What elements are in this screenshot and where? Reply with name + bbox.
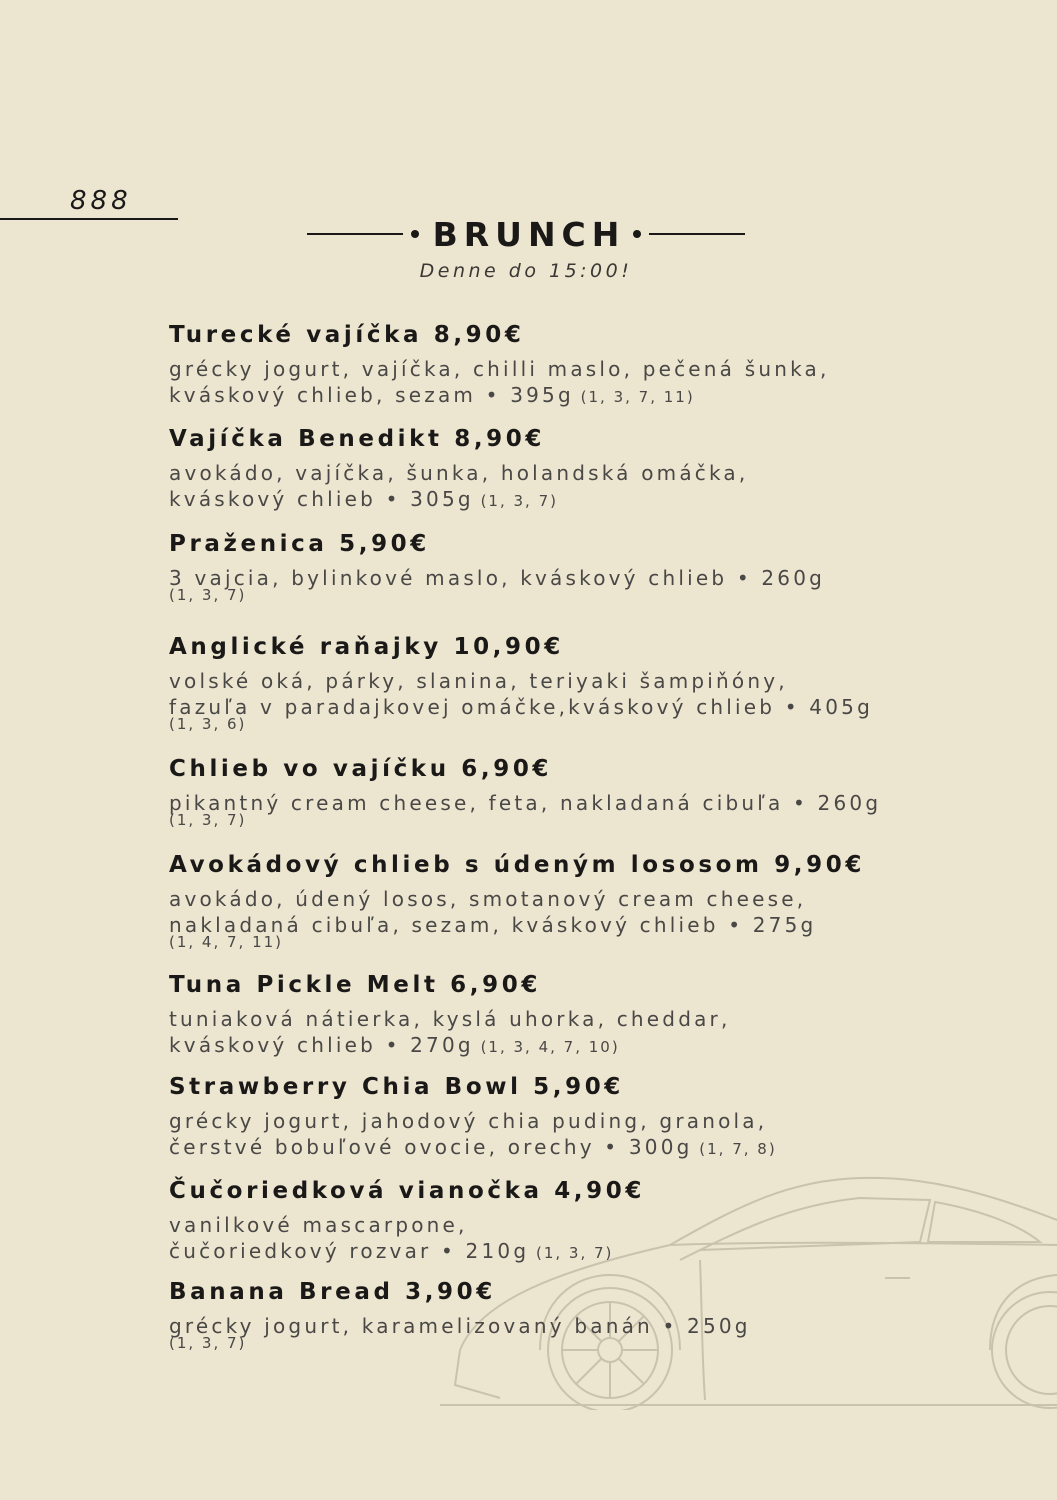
menu-item: [169, 970, 989, 1060]
allergens: (1, 3, 7): [169, 586, 247, 604]
item-description: [169, 565, 989, 603]
item-description: [169, 1108, 989, 1162]
item-name: Avokádový chlieb s údeným lososom 9,90€: [169, 852, 865, 878]
description-line: vanilkové mascarpone,: [169, 1213, 468, 1237]
allergens: (1, 3, 7): [529, 1244, 614, 1262]
menu-item: [169, 754, 989, 828]
header-dot-right: [633, 230, 641, 238]
description-line: nakladaná cibuľa, sezam, kváskový chlieb • 275g: [169, 913, 817, 937]
item-description: [169, 886, 989, 950]
item-description: [169, 790, 989, 828]
section-subtitle: Denne do 15:00!: [419, 260, 633, 282]
description-line: tuniaková nátierka, kyslá uhorka, cheddar,: [169, 1007, 731, 1031]
description-line: avokádo, vajíčka, šunka, holandská omáčka,: [169, 461, 749, 485]
description-line: kváskový chlieb • 270g (1, 3, 4, 7, 10): [169, 1033, 620, 1057]
item-name: Chlieb vo vajíčku 6,90€: [169, 756, 553, 782]
description-line: grécky jogurt, jahodový chia puding, granola,: [169, 1109, 768, 1133]
header-rule-right: [649, 233, 745, 235]
allergens: (1, 3, 7): [169, 811, 247, 829]
description-line: grécky jogurt, karamelizovaný banán • 250g: [169, 1314, 751, 1338]
header-rule-left: [307, 233, 403, 235]
logo: 888: [70, 186, 132, 216]
logo-underline: [0, 218, 178, 220]
item-description: [169, 1212, 989, 1266]
menu-item: [169, 424, 989, 514]
allergens: (1, 3, 4, 7, 10): [473, 1038, 620, 1056]
item-name: Praženica 5,90€: [169, 531, 430, 557]
menu-item: [169, 1176, 989, 1266]
description-line: kváskový chlieb, sezam • 395g (1, 3, 7, 11): [169, 383, 695, 407]
item-description: [169, 460, 989, 514]
menu-item: [169, 632, 989, 732]
description-line: čučoriedkový rozvar • 210g (1, 3, 7): [169, 1239, 614, 1263]
allergens: (1, 3, 7): [473, 492, 558, 510]
allergens: (1, 3, 7, 11): [573, 388, 695, 406]
description-line: fazuľa v paradajkovej omáčke,kváskový chlieb • 405g: [169, 695, 873, 719]
item-description: [169, 356, 989, 410]
allergens: (1, 3, 7): [169, 1334, 247, 1352]
description-line: čerstvé bobuľové ovocie, orechy • 300g (1, 7, 8): [169, 1135, 777, 1159]
item-name: Banana Bread 3,90€: [169, 1279, 496, 1305]
allergens: (1, 7, 8): [692, 1140, 777, 1158]
menu-item: [169, 1072, 989, 1162]
item-name: Turecké vajíčka 8,90€: [169, 322, 525, 348]
header-dot-left: [411, 230, 419, 238]
description-line: pikantný cream cheese, feta, nakladaná cibuľa • 260g: [169, 791, 882, 815]
item-name: Tuna Pickle Melt 6,90€: [169, 972, 541, 998]
menu-item: [169, 1277, 989, 1351]
description-line: 3 vajcia, bylinkové maslo, kváskový chlieb • 260g: [169, 566, 826, 590]
description-line: volské oká, párky, slanina, teriyaki šampiňóny,: [169, 669, 788, 693]
description-line: kváskový chlieb • 305g (1, 3, 7): [169, 487, 558, 511]
allergens: (1, 3, 6): [169, 715, 247, 733]
item-name: Vajíčka Benedikt 8,90€: [169, 426, 545, 452]
item-name: Strawberry Chia Bowl 5,90€: [169, 1074, 624, 1100]
item-name: Čučoriedková vianočka 4,90€: [169, 1178, 645, 1204]
item-description: [169, 1006, 989, 1060]
section-title: BRUNCH: [432, 214, 626, 254]
section-header: [300, 214, 752, 254]
description-line: avokádo, údený losos, smotanový cream cheese,: [169, 887, 807, 911]
item-description: [169, 1313, 989, 1351]
item-description: [169, 668, 989, 732]
menu-item: [169, 850, 989, 950]
menu-item: [169, 529, 989, 603]
description-line: grécky jogurt, vajíčka, chilli maslo, pečená šunka,: [169, 357, 830, 381]
item-name: Anglické raňajky 10,90€: [169, 634, 564, 660]
menu-item: [169, 320, 989, 410]
allergens: (1, 4, 7, 11): [169, 933, 284, 951]
